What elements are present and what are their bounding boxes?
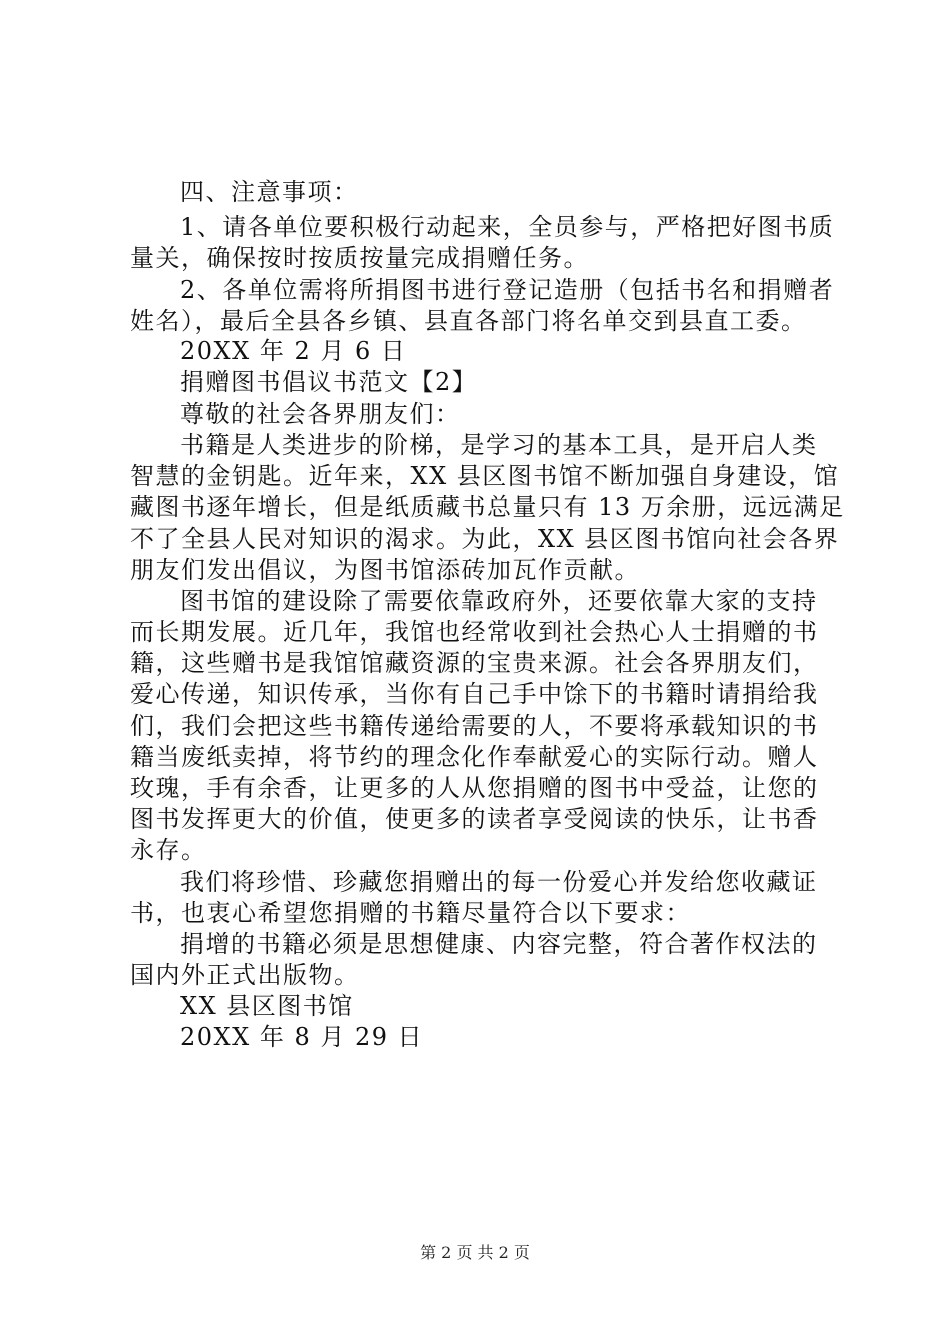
paragraph-line: 图书发挥更大的价值，使更多的读者享受阅读的快乐，让书香 (130, 805, 819, 833)
paragraph-line: 籍当废纸卖掉，将节约的理念化作奉献爱心的实际行动。赠人 (130, 743, 819, 771)
signature-organization: XX 县区图书馆 (180, 992, 354, 1020)
paragraph-line: 书籍是人类进步的阶梯，是学习的基本工具，是开启人类 (180, 431, 818, 459)
paragraph-line: 不了全县人民对知识的渴求。为此，XX 县区图书馆向社会各界 (130, 525, 840, 553)
paragraph-line: 智慧的金钥匙。近年来，XX 县区图书馆不断加强自身建设，馆 (130, 462, 840, 490)
paragraph-line: 姓名），最后全县各乡镇、县直各部门将名单交到县直工委。 (130, 307, 807, 335)
paragraph-line: 捐增的书籍必须是思想健康、内容完整，符合著作权法的 (180, 930, 818, 958)
paragraph-line: 量关，确保按时按质按量完成捐赠任务。 (130, 244, 589, 272)
paragraph-line: 朋友们发出倡议，为图书馆添砖加瓦作贡献。 (130, 556, 640, 584)
paragraph-line: 藏图书逐年增长，但是纸质藏书总量只有 13 万余册，远远满足 (130, 493, 845, 521)
section-heading: 四、注意事项： (180, 178, 359, 206)
paragraph-line: 而长期发展。近几年，我馆也经常收到社会热心人士捐赠的书 (130, 618, 819, 646)
paragraph-line: 2、各单位需将所捐图书进行登记造册（包括书名和捐赠者 (180, 276, 835, 304)
paragraph-line: 1、请各单位要积极行动起来，全员参与，严格把好图书质 (180, 213, 835, 241)
date-line: 20XX 年 2 月 6 日 (180, 337, 407, 365)
salutation: 尊敬的社会各界朋友们： (180, 400, 461, 428)
paragraph-line: 我们将珍惜、珍藏您捐赠出的每一份爱心并发给您收藏证 (180, 868, 818, 896)
paragraph-line: 国内外正式出版物。 (130, 961, 360, 989)
paragraph-line: 永存。 (130, 836, 207, 864)
paragraph-line: 爱心传递，知识传承，当你有自己手中馀下的书籍时请捐给我 (130, 680, 819, 708)
signature-date: 20XX 年 8 月 29 日 (180, 1023, 424, 1051)
paragraph-line: 图书馆的建设除了需要依靠政府外，还要依靠大家的支持 (180, 587, 818, 615)
paragraph-line: 书，也衷心希望您捐赠的书籍尽量符合以下要求： (130, 899, 691, 927)
page-footer: 第 2 页 共 2 页 (420, 1243, 530, 1262)
paragraph-line: 籍，这些赠书是我馆馆藏资源的宝贵来源。社会各界朋友们， (130, 649, 819, 677)
paragraph-line: 们，我们会把这些书籍传递给需要的人，不要将承载知识的书 (130, 712, 819, 740)
document-title: 捐赠图书倡议书范文【2】 (180, 368, 478, 396)
paragraph-line: 玫瑰，手有余香，让更多的人从您捐赠的图书中受益，让您的 (130, 774, 819, 802)
